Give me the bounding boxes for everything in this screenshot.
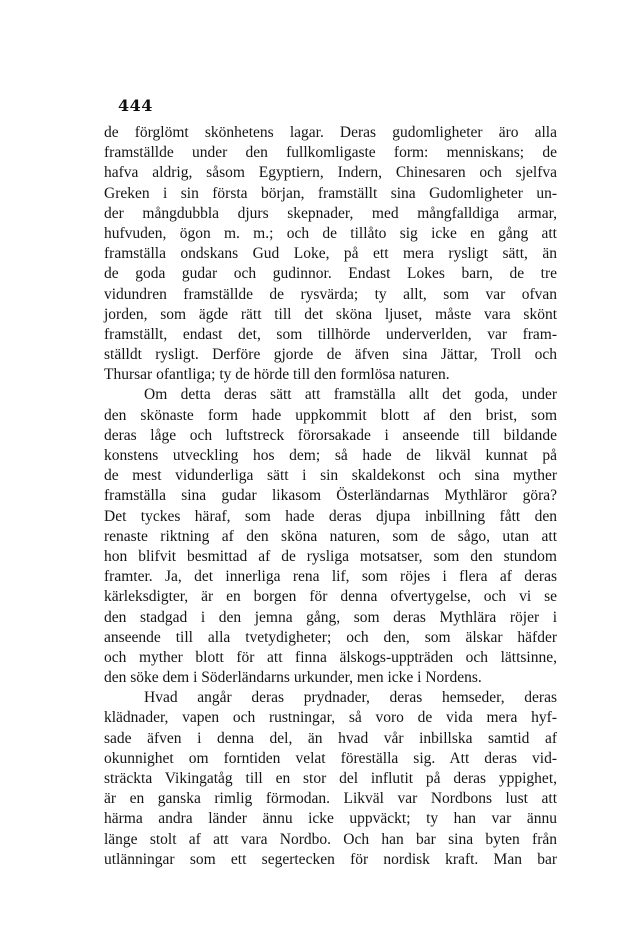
text-line: den söke dem i Söderländarns urkunder, men icke i Nordens. (104, 669, 482, 687)
text-line: de förglömt skönhetens lagar. Deras gudomligheter äro alla (104, 124, 557, 141)
text-line: klädnader, vapen och rustningar, så voro de vida mera hyf- (104, 709, 557, 727)
text-line: der mångdubbla djurs skepnader, med mångfalldiga armar, (104, 204, 557, 222)
text-line: renaste riktning af den sköna naturen, som de sågo, utan att (104, 527, 557, 545)
text-line: Thursar ofantliga; ty de hörde till den formlösa naturen. (104, 366, 450, 384)
text-line: den skönaste form hade uppkommit blott af den brist, som (104, 406, 557, 424)
text-line: sade äfven i denna del, än hvad vår inbillska samtid af (104, 729, 557, 747)
text-line: vidundren framställde de rysvärda; ty allt, som var ofvan (104, 285, 557, 303)
text-line: deras låge och luftstreck förorsakade i anseende till bildande (104, 426, 557, 444)
text-line: framställa sina gudar likasom Österländarnas Mythläror göra? (104, 487, 557, 505)
text-line: är en ganska rimlig förmodan. Likväl var Nordbons lust att (104, 790, 557, 808)
text-line: de mest vidunderliga sätt i sin skaldekonst och sina myther (104, 467, 557, 485)
text-line: framställt, endast det, som tillhörde underverlden, var fram- (104, 325, 557, 343)
text-line: länge stolt af att vara Nordbo. Och han bar sina byten från (104, 830, 557, 848)
text-line: jorden, som ägde rätt till det sköna ljuset, måste vara skönt (104, 305, 557, 323)
text-line: framter. Ja, det innerliga rena lif, som röjes i flera af deras (104, 568, 557, 586)
text-line: konstens utveckling hos dem; så hade de likväl kunnat på (104, 447, 557, 464)
text-line: framställde under den fullkomligaste form: menniskans; de (104, 144, 557, 162)
text-line: Greken i sin första början, framställt sina Gudomligheter un- (104, 184, 557, 202)
text-line: okunnighet om forntiden velat föreställa sig. Att deras vid- (104, 749, 557, 767)
text-line: den stadgad i den jemna gång, som deras Mythlära röjer i (104, 608, 557, 626)
page-number: 444 (118, 96, 153, 115)
text-line: sträckta Vikingatåg till en stor del influtit på deras yppighet, (104, 770, 557, 787)
text-line: ställdt rysligt. Derföre gjorde de äfven sina Jättar, Troll och (104, 346, 557, 364)
text-line: kärleksdigter, är en borgen för denna ofvertygelse, och vi se (104, 588, 557, 606)
text-line: och myther blott för att finna älskogs-uppträden och lättsinne, (104, 648, 557, 666)
text-line: Om detta deras sätt att framställa allt det goda, under (144, 386, 557, 404)
text-line: Det tyckes häraf, som hade deras djupa inbillning fått den (104, 507, 557, 525)
text-line: Hvad angår deras prydnader, deras hemseder, deras (144, 689, 557, 707)
text-line: framställa ondskans Gud Loke, på ett mera rysligt sätt, än (104, 245, 557, 263)
text-line: hafva aldrig, såsom Egyptiern, Indern, Chinesaren och sjelfva (104, 164, 557, 182)
text-line: anseende till alla tvetydigheter; och den, som älskar häfder (104, 628, 557, 646)
text-line: hufvuden, ögon m. m.; och de tillåto sig icke en gång att (104, 224, 557, 242)
text-line: härma andra länder ännu icke uppväckt; ty han var ännu (104, 810, 557, 828)
text-line: utlänningar som ett segertecken för nordisk kraft. Man bar (104, 850, 557, 868)
body-text (104, 123, 557, 870)
text-line: de goda gudar och gudinnor. Endast Lokes barn, de tre (104, 265, 557, 283)
text-line: hon blifvit besmittad af de rysliga motsatser, som den stundom (104, 547, 557, 565)
